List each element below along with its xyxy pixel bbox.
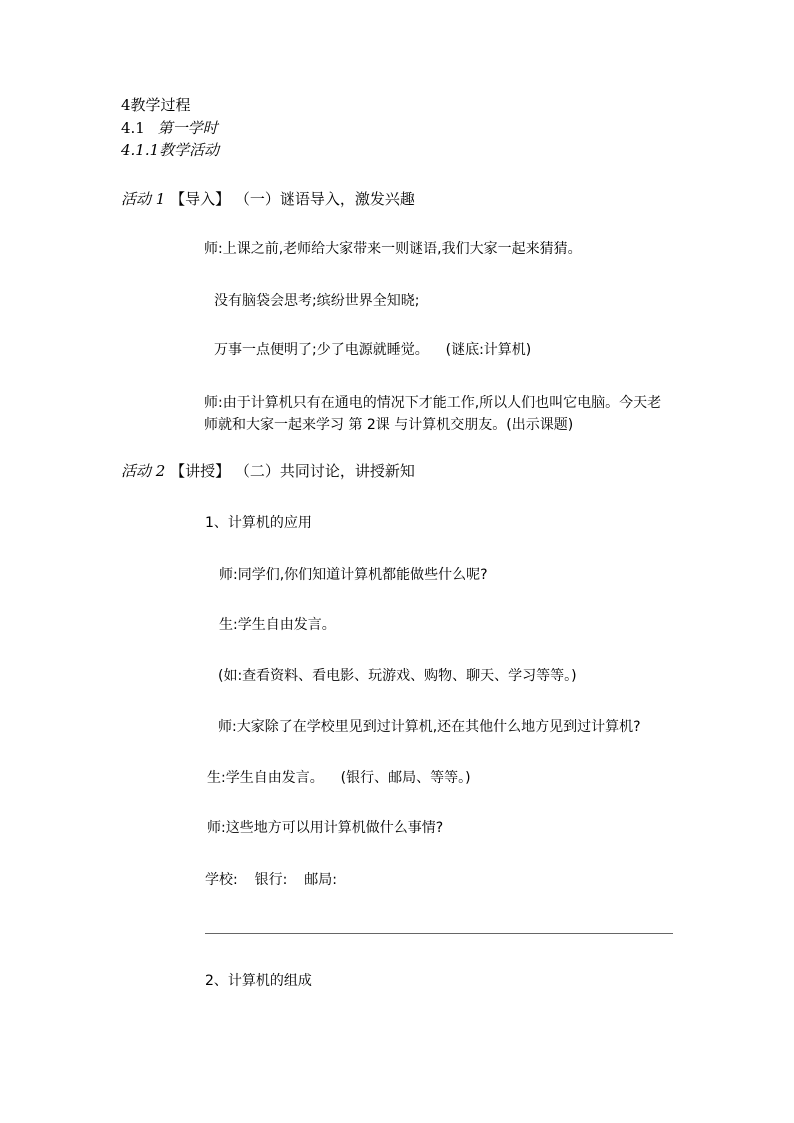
student-answer-1 [219, 617, 336, 634]
paragraph-text: 万事一点便明了;少了电源就睡觉。 [214, 342, 429, 358]
lesson-number: 4.1 [121, 119, 145, 137]
section-title-text: 4教学过程 [121, 96, 191, 114]
activity-1-label: 活动 1 [121, 190, 166, 208]
lesson-heading [121, 119, 218, 137]
teacher-question-2 [218, 719, 641, 736]
paragraph-text: 生:学生自由发言。 [207, 770, 324, 786]
teacher-explanation [204, 392, 674, 436]
post-office-label: 邮局: [304, 872, 337, 888]
activity-2-tag: 【讲授】 [170, 462, 231, 480]
lesson-label: 第一学时 [157, 119, 218, 137]
paragraph-text: 师:上课之前,老师给大家带来一则谜语,我们大家一起来猜猜。 [204, 241, 582, 257]
example-answer-1 [218, 668, 577, 685]
section-title [121, 96, 191, 114]
computer-applications-title [205, 515, 312, 532]
paragraph-text: 师:大家除了在学校里见到过计算机,还在其他什么地方见到过计算机? [218, 719, 641, 735]
activity-1-heading [121, 190, 415, 208]
riddle-line-2 [214, 342, 531, 359]
paragraph-text: 师:同学们,你们知道计算机都能做些什么呢? [219, 567, 488, 583]
paragraph-text: (如:查看资料、看电影、玩游戏、购物、聊天、学习等等。) [218, 668, 577, 684]
computer-composition-title [205, 973, 312, 990]
activity-2-label: 活动 2 [121, 462, 166, 480]
horizontal-rule [205, 933, 673, 934]
bank-label: 银行: [254, 872, 288, 888]
activity-1-title: （一）谜语导入，激发兴趣 [234, 190, 415, 208]
teacher-question-1 [219, 567, 488, 584]
section-subtitle: 2、计算机的组成 [205, 973, 312, 989]
activity-2-heading [121, 462, 415, 480]
riddle-line-1 [214, 293, 419, 310]
activity-1-tag: 【导入】 [170, 190, 231, 208]
activity-heading-text: 4.1.1教学活动 [121, 141, 220, 159]
paragraph-text: 师:这些地方可以用计算机做什么事情? [207, 820, 444, 836]
example-answer-2: (银行、邮局、等等。) [340, 770, 471, 786]
school-label: 学校: [205, 872, 238, 888]
location-labels [205, 872, 337, 889]
paragraph-text: 没有脑袋会思考;缤纷世界全知晓; [214, 293, 420, 309]
student-answer-2 [207, 770, 471, 787]
paragraph-text: 师:由于计算机只有在通电的情况下才能工作,所以人们也叫它电脑。今天老师就和大家一起来学习 第 2课 与计算机交朋友。(出示课题) [204, 395, 662, 433]
teacher-question-3 [207, 820, 443, 837]
activity-2-title: （二）共同讨论，讲授新知 [234, 462, 415, 480]
paragraph-text: 生:学生自由发言。 [219, 617, 336, 633]
section-subtitle: 1、计算机的应用 [205, 515, 312, 531]
activity-heading [121, 141, 219, 159]
teacher-riddle-intro [204, 241, 582, 258]
riddle-answer: (谜底:计算机) [445, 342, 532, 358]
